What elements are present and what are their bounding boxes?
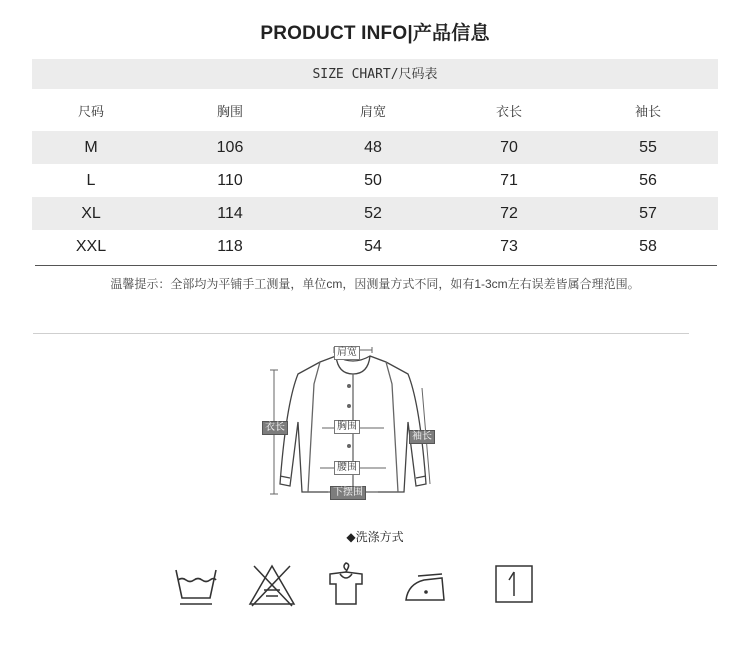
table-row	[32, 197, 718, 230]
table-cell-size: XL	[81, 205, 101, 222]
label-chest: 胸围	[334, 420, 360, 434]
do-not-bleach-icon	[244, 560, 300, 610]
column-header-shoulder: 肩宽	[359, 104, 386, 119]
section-divider	[33, 333, 689, 334]
table-cell-chest: 114	[217, 205, 243, 222]
table-row	[32, 230, 718, 263]
table-cell-length: 71	[500, 172, 518, 189]
table-cell-shoulder: 52	[364, 205, 382, 222]
label-shoulder: 肩宽	[334, 346, 360, 360]
table-row	[32, 164, 718, 197]
table-cell-shoulder: 50	[364, 172, 382, 189]
hang-dry-icon	[318, 560, 374, 610]
table-cell-shoulder: 48	[364, 139, 382, 156]
table-cell-size: L	[86, 172, 96, 189]
table-bottom-rule	[35, 265, 717, 266]
label-length: 衣长	[262, 421, 288, 435]
table-cell-chest: 110	[217, 172, 243, 189]
table-cell-shoulder: 54	[364, 238, 382, 255]
table-cell-sleeve: 57	[639, 205, 657, 222]
table-cell-length: 73	[500, 238, 518, 255]
table-row	[32, 131, 718, 164]
washing-title: ◆洗涤方式	[346, 530, 404, 544]
column-header-chest: 胸围	[216, 104, 243, 119]
hand-wash-icon	[168, 560, 224, 610]
label-waist: 腰围	[334, 461, 360, 475]
table-cell-size: XXL	[75, 238, 107, 255]
measurement-note: 温馨提示：全部均为平铺手工测量，单位cm，因测量方式不同，如有1-3cm左右误差皆属合理范围。	[110, 277, 640, 291]
column-header-sleeve: 袖长	[634, 104, 661, 119]
label-sleeve: 袖长	[409, 430, 435, 444]
label-hem: 下摆围	[330, 486, 366, 500]
table-cell-chest: 118	[217, 238, 243, 255]
table-cell-size: M	[84, 139, 98, 156]
column-header-length: 衣长	[495, 104, 522, 119]
table-cell-sleeve: 55	[639, 139, 657, 156]
size-chart-heading: SIZE CHART/尺码表	[32, 59, 718, 89]
line-dry-icon	[486, 560, 542, 610]
table-cell-sleeve: 58	[639, 238, 657, 255]
low-iron-icon	[398, 560, 454, 610]
table-cell-sleeve: 56	[639, 172, 657, 189]
table-cell-chest: 106	[216, 139, 244, 156]
column-header-size: 尺码	[77, 104, 104, 119]
page-title: PRODUCT INFO|产品信息	[260, 23, 490, 44]
table-cell-length: 72	[500, 205, 518, 222]
table-cell-length: 70	[500, 139, 518, 156]
size-table-header	[32, 95, 718, 128]
